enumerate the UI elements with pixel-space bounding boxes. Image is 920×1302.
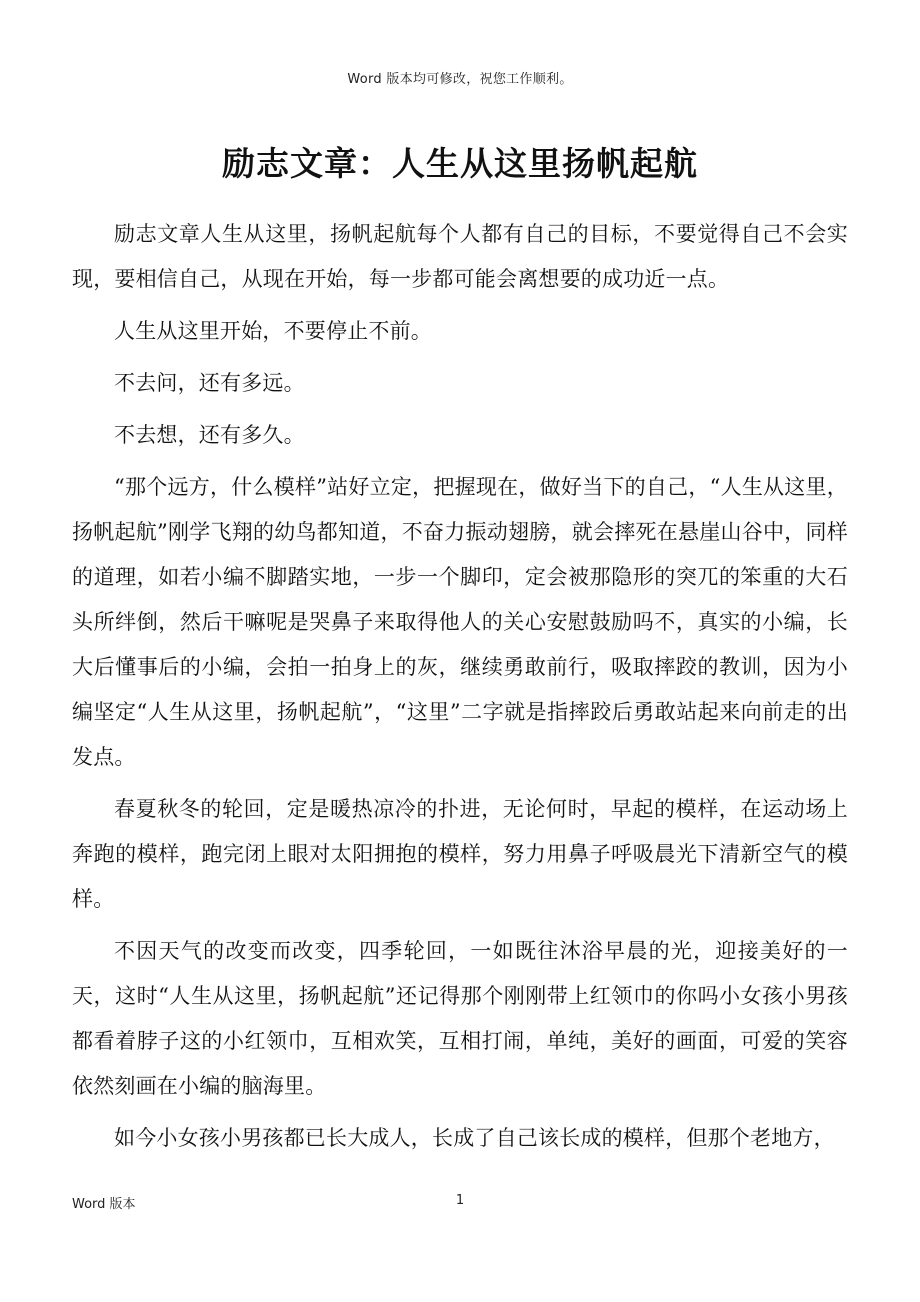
- paragraph: 如今小女孩小男孩都已长大成人，长成了自己该长成的模样，但那个老地方，: [114, 1126, 835, 1150]
- paragraph: “那个远方，什么模样”站好立定，把握现在，做好当下的自己，“人生从这里，扬帆起航”刚学飞翔的幼鸟都知道，不奋力振动翅膀，就会摔死在悬崖山谷中，同样的道理，如若小编不脚踏实地，一步一个脚印，定会被那隐形的突兀的笨重的大石头所绊倒，然后干嘛呢是哭鼻子来取得他人的关心安慰鼓励吗不，真实的小编，长大后懂事后的小编，会拍一拍身上的灰，继续勇敢前行，吸取摔跤的教训，因为小编坚定“人生从这里，扬帆起航”，“这里”二字就是指摔跤后勇敢站起来向前走的出发点。: [72, 475, 848, 769]
- paragraph: 春夏秋冬的轮回，定是暖热凉冷的扑进，无论何时，早起的模样，在运动场上奔跑的模样，跑完闭上眼对太阳拥抱的模样，努力用鼻子呼吸晨光下清新空气的模样。: [72, 797, 848, 911]
- document-title: 励志文章：人生从这里扬帆起航: [222, 144, 698, 183]
- document-body: [72, 212, 848, 1168]
- paragraph: 不因天气的改变而改变，四季轮回，一如既往沐浴早晨的光，迎接美好的一天，这时“人生从这里，扬帆起航”还记得那个刚刚带上红领巾的你吗小女孩小男孩都看着脖子这的小红领巾，互相欢笑，互相打闹，单纯，美好的画面，可爱的笑容依然刻画在小编的脑海里。: [72, 939, 848, 1098]
- paragraph: 人生从这里开始，不要停止不前。: [114, 319, 432, 343]
- header-note: Word 版本均可修改，祝您工作顺利。: [347, 72, 573, 87]
- paragraph: 励志文章人生从这里，扬帆起航每个人都有自己的目标，不要觉得自己不会实现，要相信自己，从现在开始，每一步都可能会离想要的成功近一点。: [72, 222, 848, 291]
- footer-label: Word 版本: [72, 1197, 136, 1212]
- paragraph: 不去问，还有多远。: [114, 371, 305, 395]
- page-number: 1: [455, 1193, 465, 1208]
- paragraph: 不去想，还有多久。: [114, 423, 305, 447]
